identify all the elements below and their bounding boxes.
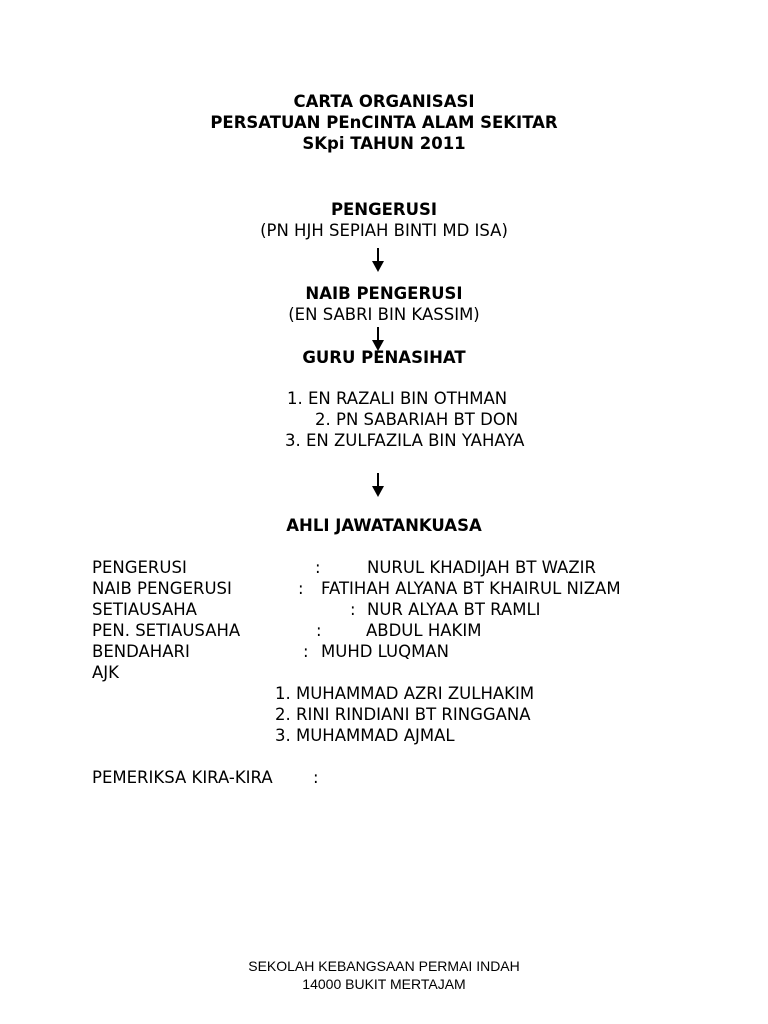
ajk-member: 2. RINI RINDIANI BT RINGGANA — [275, 705, 531, 724]
role-name: NURUL KHADIJAH BT WAZIR — [367, 558, 596, 577]
role-label: PENGERUSI — [92, 558, 187, 577]
guru-penasihat-member: 3. EN ZULFAZILA BIN YAHAYA — [285, 431, 525, 450]
role-label: NAIB PENGERUSI — [92, 579, 232, 598]
guru-penasihat-member: 2. PN SABARIAH BT DON — [315, 410, 519, 429]
arrow-down-icon — [370, 247, 386, 273]
title-line-2: PERSATUAN PEnCINTA ALAM SEKITAR — [210, 113, 558, 132]
pemeriksa-label: PEMERIKSA KIRA-KIRA — [92, 768, 273, 787]
role-label: PEN. SETIAUSAHA — [92, 621, 241, 640]
pengerusi-name: (PN HJH SEPIAH BINTI MD ISA) — [260, 221, 508, 240]
ajk-member: 3. MUHAMMAD AJMAL — [275, 726, 455, 745]
naib-pengerusi-heading: NAIB PENGERUSI — [305, 284, 463, 303]
guru-penasihat-heading: GURU PENASIHAT — [302, 348, 466, 367]
role-label: SETIAUSAHA — [92, 600, 197, 619]
footer-address: 14000 BUKIT MERTAJAM — [302, 976, 466, 992]
arrow-down-icon — [370, 472, 386, 498]
naib-pengerusi-name: (EN SABRI BIN KASSIM) — [288, 305, 480, 324]
role-separator: : — [298, 579, 304, 598]
title-line-1: CARTA ORGANISASI — [293, 92, 475, 111]
role-name: ABDUL HAKIM — [366, 621, 482, 640]
role-name: MUHD LUQMAN — [321, 642, 449, 661]
role-label: BENDAHARI — [92, 642, 190, 661]
ajk-member: 1. MUHAMMAD AZRI ZULHAKIM — [275, 684, 535, 703]
role-separator: : — [303, 642, 309, 661]
footer-school-name: SEKOLAH KEBANGSAAN PERMAI INDAH — [248, 958, 520, 974]
title-line-3: SKpi TAHUN 2011 — [302, 134, 466, 153]
guru-penasihat-member: 1. EN RAZALI BIN OTHMAN — [287, 389, 508, 408]
pemeriksa-separator: : — [313, 768, 319, 787]
role-separator: : — [316, 621, 322, 640]
role-name: NUR ALYAA BT RAMLI — [367, 600, 541, 619]
ajk-label: AJK — [92, 663, 119, 682]
role-separator: : — [350, 600, 356, 619]
role-name: FATIHAH ALYANA BT KHAIRUL NIZAM — [321, 579, 621, 598]
ajk-heading: AHLI JAWATANKUASA — [286, 516, 482, 535]
pengerusi-heading: PENGERUSI — [330, 200, 438, 219]
role-separator: : — [315, 558, 321, 577]
